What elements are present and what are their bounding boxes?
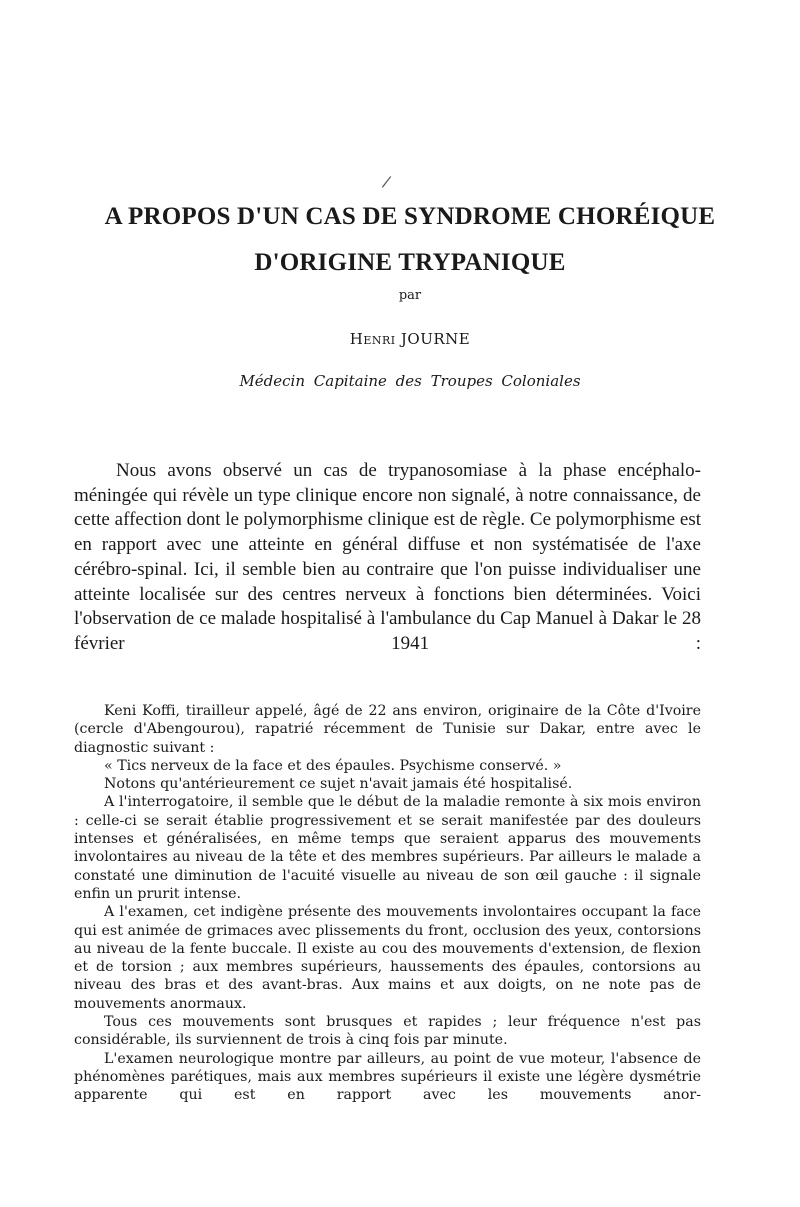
observation-paragraph: A l'interrogatoire, il semble que le début de la maladie remonte à six mois environ : celle-ci se serait établie progressivement et se serait manifestée par des douleurs intenses et généralisées, en même temps que seraient apparus des mouvements involontaires au niveau de la tête et des membres supérieurs. Par ailleurs le malade a constaté une diminution de l'acuité visuelle au niveau de son œil gauche : il signale enfin un prurit intense. — [74, 794, 701, 902]
intro-paragraph — [74, 459, 701, 657]
observation-paragraph: Keni Koffi, tirailleur appelé, âgé de 22 ans environ, originaire de la Côte d'Ivoire (cercle d'Abengourou), rapatrié récemment de Tunisie sur Dakar, entre avec le diagnostic suivant : — [74, 703, 701, 756]
observation-paragraph: Tous ces mouvements sont brusques et rapides ; leur fréquence n'est pas considérable, ils surviennent de trois à cinq fois par minute. — [74, 1014, 701, 1049]
observation-section — [74, 702, 701, 1105]
intro-text: Nous avons observé un cas de trypanosomiase à la phase encéphalo-méningée qui révèle un type clinique encore non signalé, à notre connaissance, de cette affection dont le polymorphisme clinique est de règle. Ce polymorphisme est en rapport avec une atteinte en général diffuse et non systématisée de l'axe cérébro-spinal. Ici, il semble bien au contraire que l'on puisse individualiser une atteinte localisée sur des centres nerveux à fonctions bien déterminées. Voici l'observation de ce malade hospitalisé à l'ambulance du Cap Manuel à Dakar le 28 février 1941 : — [74, 460, 701, 654]
author-affiliation: Médecin Capitaine des Troupes Coloniales — [239, 372, 581, 390]
observation-paragraph: « Tics nerveux de la face et des épaules. Psychisme conservé. » — [104, 757, 562, 774]
author-last-name: JOURNE — [400, 330, 471, 348]
article-title-line-1: A PROPOS D'UN CAS DE SYNDROME CHORÉIQUE — [104, 203, 716, 230]
author-first-name: Henri — [349, 330, 396, 348]
author-name — [60, 330, 760, 348]
article-title-line-2: D'ORIGINE TRYPANIQUE — [254, 249, 566, 276]
byline-par: par — [398, 288, 422, 303]
observation-paragraph: Notons qu'antérieurement ce sujet n'avait jamais été hospitalisé. — [104, 776, 573, 793]
pencil-mark: / — [380, 171, 393, 192]
observation-paragraph: L'examen neurologique montre par ailleurs, au point de vue moteur, l'absence de phénomènes parétiques, mais aux membres supérieurs il existe une légère dysmétrie apparente qui est en rapport avec les mouvements anor- — [74, 1050, 701, 1104]
observation-paragraph: A l'examen, cet indigène présente des mouvements involontaires occupant la face qui est animée de grimaces avec plissements du front, occlusion des yeux, contorsions au niveau de la fente buccale. Il existe au cou des mouvements d'extension, de flexion et de torsion ; aux membres supérieurs, haussements des épaules, contorsions au niveau des bras et des avant-bras. Aux mains et aux doigts, on ne note pas de mouvements anormaux. — [74, 904, 701, 1012]
